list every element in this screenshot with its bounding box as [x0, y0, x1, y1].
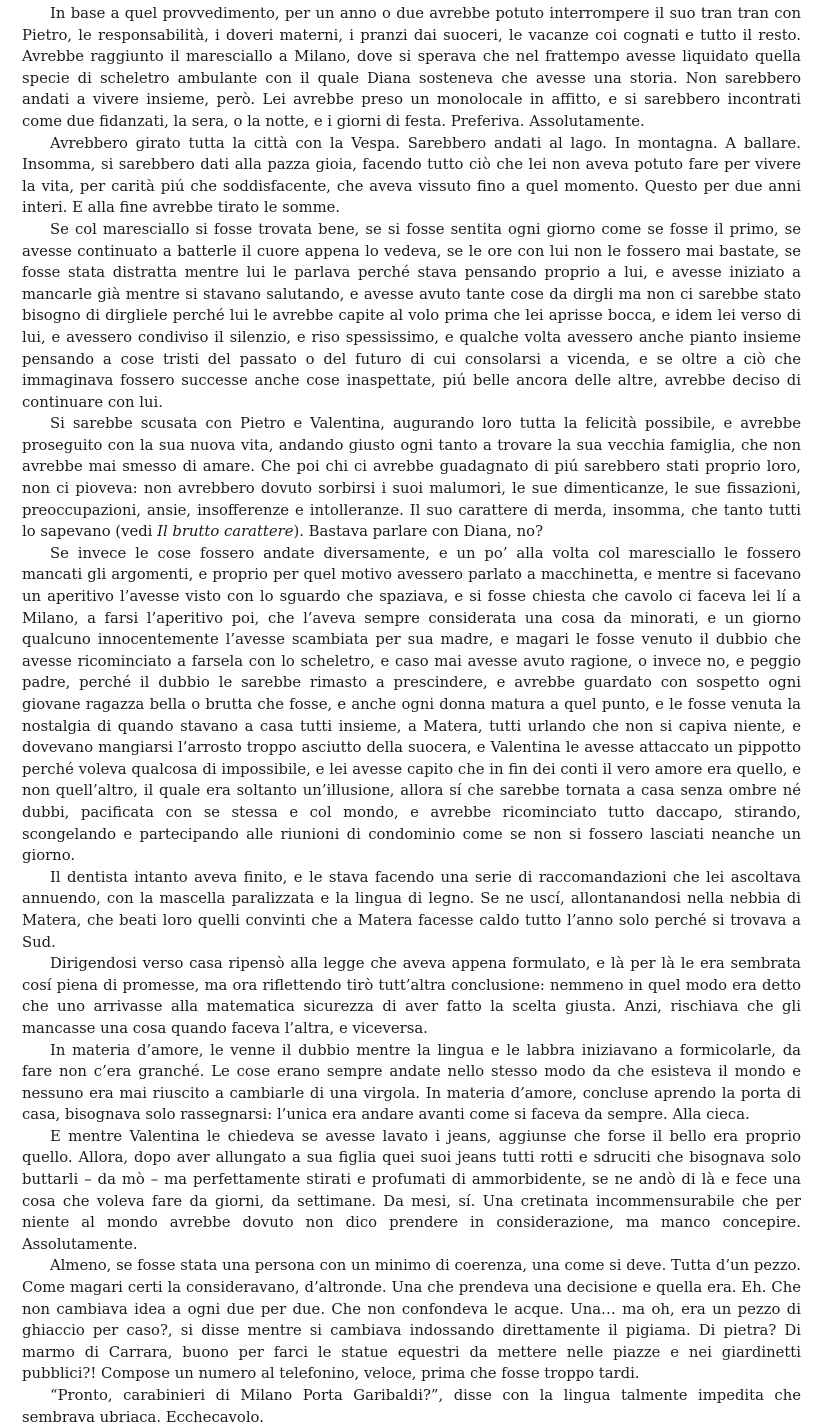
paragraph-4-text-before: Si sarebbe scusata con Pietro e Valentina, augurando loro tutta la felicità possibile, e avrebbe proseguito con la sua nuova vita, andando giusto ogni tanto a trovare la sua vecchia famiglia, che non avrebbe mai smesso di amare. Che poi chi ci avrebbe guadagnato di piú sarebbero stati proprio loro, non ci pioveva: non avrebbero dovuto sorbirsi i suoi malumori, le sue dimenticanze, le sue fissazioni, preoccupazioni, ansie, insofferenze e intolleranze. Il suo carattere di merda, insomma, che tanto tutti lo sapevano (vedi: [22, 415, 801, 541]
paragraph-8: In materia d’amore, le venne il dubbio mentre la lingua e le labbra iniziavano a formicolarle, da fare non c’era granché. Le cose erano sempre andate nello stesso modo da che esisteva il mondo e nessuno era mai riuscito a cambiarle di una virgola. In materia d’amore, concluse aprendo la porta di casa, bisognava solo rassegnarsi: l’unica era andare avanti come si faceva da sempre. Alla cieca.: [22, 1041, 801, 1124]
paragraph-4: [22, 413, 801, 543]
paragraph-7: Dirigendosi verso casa ripensò alla legge che aveva appena formulato, e là per là le era sembrata cosí piena di promesse, ma ora riflettendo tirò tutt’altra conclusione: nemmeno in quel modo era detto che uno arrivasse alla matematica sicurezza di aver fatto la scelta giusta. Anzi, rischiava che gli mancasse una cosa quando faceva l’altra, e viceversa.: [22, 955, 801, 1037]
paragraph-1: In base a quel provvedimento, per un anno o due avrebbe potuto interrompere il suo tran tran con Pietro, le responsabilità, i doveri materni, i pranzi dai suoceri, le vacanze coi cognati e tutto il resto. Avrebbe raggiunto il maresciallo a Milano, dove si sperava che nel frattempo avesse liquidato quella specie di scheletro ambulante con il quale Diana sosteneva che avesse una storia. Non sarebbero andati a vivere insieme, però. Lei avrebbe preso un monolocale in affitto, e si sarebbero incontrati come due fidanzati, la sera, o la notte, e i giorni di festa. Preferiva. Assolutamente.: [22, 5, 801, 130]
paragraph-4-text-after: ). Bastava parlare con Diana, no?: [293, 523, 544, 541]
paragraph-11: “Pronto, carabinieri di Milano Porta Garibaldi?”, disse con la lingua talmente impedita che sembrava ubriaca. Ecchecavolo.: [22, 1387, 801, 1426]
paragraph-3: Se col maresciallo si fosse trovata bene, se si fosse sentita ogni giorno come se fosse il primo, se avesse continuato a batterle il cuore appena lo vedeva, se le ore con lui non le fossero mai bastate, se fosse stata distratta mentre lui le parlava perché stava pensando proprio a lui, e avesse iniziato a mancarle già mentre si stavano salutando, e avesse avuto tante cose da dirgli ma non ci sarebbe stato bisogno di dirgliele perché lui le avrebbe capite al volo prima che lei aprisse bocca, e idem lei verso di lui, e avessero condiviso il silenzio, e riso spessissimo, e qualche volta avessero anche pianto insieme pensando a cose tristi del passato o del futuro di cui consolarsi a vicenda, e se oltre a ciò che immaginava fossero successe anche cose inaspettate, piú belle ancora delle altre, avrebbe deciso di continuare con lui.: [22, 220, 801, 411]
paragraph-10: Almeno, se fosse stata una persona con un minimo di coerenza, una come si deve. Tutta d’un pezzo. Come magari certi la consideravano, d’altronde. Una che prendeva una decisione e quella era. Eh. Che non cambiava idea a ogni due per due. Che non confondeva le acque. Una… ma oh, era un pezzo di ghiaccio per caso?, si disse mentre si cambiava indossando direttamente il pigiama. Di pietra? Di marmo di Carrara, buono per farci le statue equestri da mettere nelle piazze e nei giardinetti pubblici?! Compose un numero al telefonino, veloce, prima che fosse troppo tardi.: [22, 1257, 801, 1383]
paragraph-5: Se invece le cose fossero andate diversamente, e un po’ alla volta col maresciallo le fossero mancati gli argomenti, e proprio per quel motivo avessero parlato a macchinetta, e mentre si facevano un aperitivo l’avesse visto con lo sguardo che spaziava, e si fosse chiesta che cavolo ci faceva lei lí a Milano, a farsi l’aperitivo poi, che l’aveva sempre considerata una cosa da minorati, e un giorno qualcuno innocentemente l’avesse scambiata per sua madre, e magari le fosse venuto il dubbio che avesse ricominciato a farsela con lo scheletro, e caso mai avesse avuto ragione, o invece no, e peggio padre, perché il dubbio le sarebbe rimasto a prescindere, e avrebbe guardato con sospetto ogni giovane ragazza bella o brutta che fosse, e anche ogni donna matura a quel punto, e le fosse venuta la nostalgia di quando stavano a casa tutti insieme, a Matera, tutti urlando che non si capiva niente, e dovevano mangiarsi l’arrosto troppo asciutto della suocera, e Valentina le avesse attaccato un pippotto perché voleva qualcosa di impossibile, e lei avesse capito che in fin dei conti il vero amore era quello, e non quell’altro, il quale era soltanto un’illusione, allora sí che sarebbe tornata a casa senza ombre né dubbi, pacificata con se stessa e col mondo, e avrebbe ricominciato tutto daccapo, stirando, scongelando e partecipando alle riunioni di condominio come se non si fossero lasciati neanche un giorno.: [22, 544, 801, 865]
paragraph-2: Avrebbero girato tutta la città con la Vespa. Sarebbero andati al lago. In montagna. A ballare. Insomma, si sarebbero dati alla pazza gioia, facendo tutto ciò che lei non aveva potuto fare per vivere la vita, per carità piú che soddisfacente, che aveva vissuto fino a quel momento. Questo per due anni interi. E alla fine avrebbe tirato le somme.: [22, 134, 801, 217]
paragraph-9: E mentre Valentina le chiedeva se avesse lavato i jeans, aggiunse che forse il bello era proprio quello. Allora, dopo aver allungato a sua figlia quei suoi jeans tutti rotti e sdruciti che bisognava solo buttarli – da mò – ma perfettamente stirati e profumati di ammorbidente, se ne andò di là e fece una cosa che voleva fare da giorni, da settimane. Da mesi, sí. Una cretinata incommensurabile che per niente al mondo avrebbe dovuto non dico prendere in considerazione, ma manco concepire. Assolutamente.: [22, 1127, 801, 1253]
book-title-reference: Il brutto carattere: [157, 523, 294, 541]
paragraph-6: Il dentista intanto aveva finito, e le stava facendo una serie di raccomandazioni che lei ascoltava annuendo, con la mascella paralizzata e la lingua di legno. Se ne uscí, allontanandosi nella nebbia di Matera, che beati loro quelli convinti che a Matera facesse caldo tutto l’anno solo perché si trovava a Sud.: [22, 868, 801, 951]
